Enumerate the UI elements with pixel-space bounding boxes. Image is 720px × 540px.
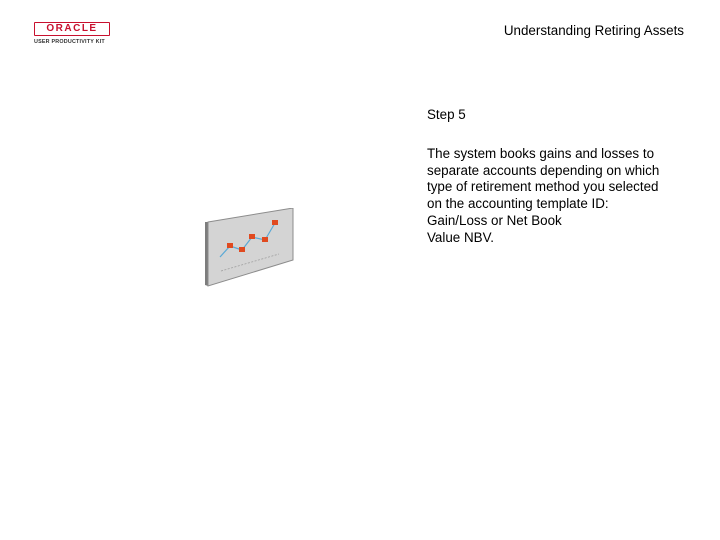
upk-logo-subtext: USER PRODUCTIVITY KIT — [34, 39, 105, 45]
oracle-logo-text: ORACLE — [46, 23, 98, 34]
step-description: The system books gains and losses to separate accounts depending on which type of retirement method you selected on the accounting template ID: Gain/Loss or Net Book Value NBV. — [427, 146, 660, 245]
oracle-logo-box — [34, 22, 110, 36]
oracle-upk-logo — [34, 22, 126, 48]
page-title: Understanding Retiring Assets — [503, 23, 684, 38]
step-content — [427, 107, 689, 246]
chart-marker — [239, 247, 245, 252]
line-chart-board-icon — [203, 208, 295, 288]
step-label: Step 5 — [427, 107, 466, 122]
chart-marker — [249, 234, 255, 239]
chart-marker — [227, 243, 233, 248]
chart-marker — [262, 237, 268, 242]
board-face — [208, 208, 293, 286]
chart-marker — [272, 220, 278, 225]
